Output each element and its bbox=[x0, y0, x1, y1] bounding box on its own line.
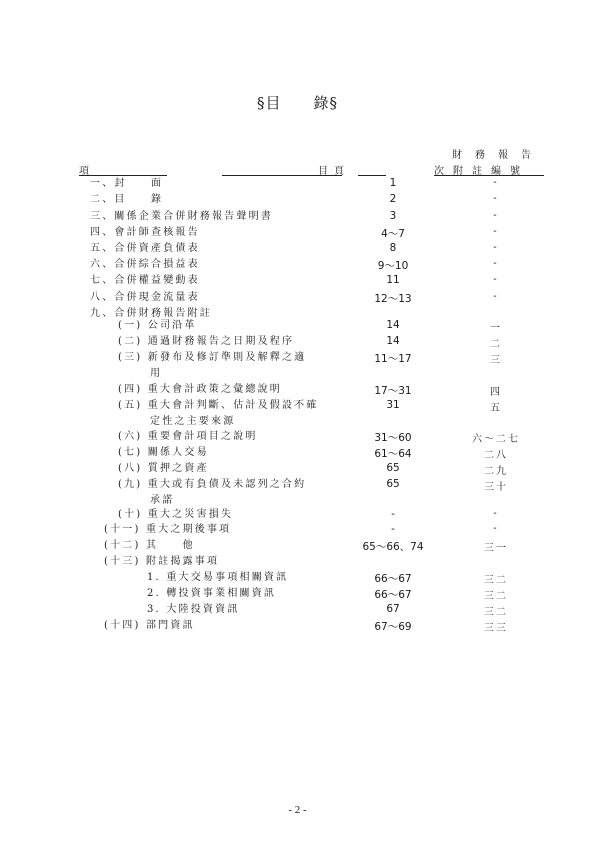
toc-item-label-continued: 用 bbox=[150, 368, 163, 379]
toc-item-note: 三 bbox=[490, 355, 502, 366]
toc-item-note: 六～二七 bbox=[472, 434, 520, 445]
toc-item-note: 四 bbox=[490, 387, 502, 398]
page-number: - 2 - bbox=[288, 804, 307, 816]
toc-item-note: 三二 bbox=[484, 591, 508, 602]
toc-item-label: (十三) 附註揭露事項 bbox=[104, 556, 220, 567]
toc-item-label: (十二) 其 他 bbox=[104, 540, 195, 551]
toc-item-page: 66～67 bbox=[374, 573, 412, 585]
toc-item-page: 67 bbox=[386, 603, 400, 615]
toc-item-note: - bbox=[493, 274, 499, 285]
header-rule-note bbox=[434, 175, 544, 176]
toc-item-label: 五、合併資產負債表 bbox=[90, 243, 200, 254]
toc-item-label: 六、合併綜合損益表 bbox=[90, 259, 200, 270]
toc-item-page: 65～66、74 bbox=[362, 541, 424, 553]
page-title: §目 錄§ bbox=[256, 94, 338, 112]
toc-item-page: 31～60 bbox=[374, 432, 412, 444]
toc-item-label: (十一) 重大之期後事項 bbox=[104, 524, 232, 535]
toc-item-note: 二九 bbox=[484, 466, 508, 477]
toc-item-label-continued: 承諾 bbox=[150, 495, 175, 506]
toc-item-label: (八) 質押之資產 bbox=[118, 463, 209, 474]
header-rule-item bbox=[79, 175, 167, 176]
toc-item-label: (二) 通過財務報告之日期及程序 bbox=[118, 336, 295, 347]
toc-item-note: - bbox=[493, 210, 499, 221]
toc-item-label: (七) 關係人交易 bbox=[118, 447, 209, 458]
toc-item-label: 四、會計師查核報告 bbox=[90, 227, 200, 238]
toc-item-note: 一 bbox=[490, 323, 502, 334]
header-financial-report: 財務報告 bbox=[452, 150, 544, 161]
toc-item-page: 4～7 bbox=[381, 228, 405, 240]
toc-item-label: (六) 重要會計項目之說明 bbox=[118, 431, 258, 442]
header-page: 目頁 bbox=[318, 166, 350, 177]
toc-item-note: 三二 bbox=[484, 575, 508, 586]
toc-item-label: (三) 新發布及修訂準則及解釋之適 bbox=[118, 352, 307, 363]
toc-item-label: 七、合併權益變動表 bbox=[90, 275, 200, 286]
toc-item-note: 三三 bbox=[484, 623, 508, 634]
toc-item-note: - bbox=[493, 177, 499, 188]
header-item: 項 bbox=[79, 166, 94, 177]
toc-item-page: 8 bbox=[389, 242, 397, 254]
toc-item-note: - bbox=[493, 291, 499, 302]
toc-item-note: 二八 bbox=[484, 450, 508, 461]
toc-item-note: - bbox=[493, 258, 499, 269]
toc-item-page: 11～17 bbox=[374, 353, 412, 365]
toc-item-page: 2 bbox=[389, 193, 397, 205]
toc-item-page: 12～13 bbox=[374, 293, 412, 305]
toc-item-page: 61～64 bbox=[374, 448, 412, 460]
toc-item-note: - bbox=[493, 508, 499, 519]
toc-item-note: 三十 bbox=[484, 482, 508, 493]
toc-item-page: 65 bbox=[386, 478, 400, 490]
toc-item-page: 14 bbox=[386, 335, 400, 347]
header-rule-page bbox=[222, 175, 342, 176]
toc-item-label-continued: 定性之主要來源 bbox=[150, 416, 236, 427]
toc-item-note: - bbox=[493, 226, 499, 237]
toc-item-page: 65 bbox=[386, 462, 400, 474]
toc-item-label: (四) 重大會計政策之彙總說明 bbox=[118, 384, 282, 395]
toc-item-label: 一、封 面 bbox=[90, 178, 164, 189]
toc-item-note: - bbox=[493, 242, 499, 253]
toc-item-label: 三、關係企業合併財務報告聲明書 bbox=[90, 211, 273, 222]
toc-item-label: 1. 重大交易事項相關資訊 bbox=[147, 572, 289, 583]
toc-item-page: 3 bbox=[389, 210, 397, 222]
toc-item-label: 九、合併財務報告附註 bbox=[90, 308, 212, 319]
toc-item-note: - bbox=[493, 523, 499, 534]
toc-item-label: 3. 大陸投資資訊 bbox=[147, 604, 240, 615]
toc-item-label: 二、目 錄 bbox=[90, 194, 164, 205]
toc-item-label: (五) 重大會計判斷、估計及假設不確 bbox=[118, 400, 319, 411]
header-rule-mid bbox=[358, 175, 386, 176]
toc-item-note: 二 bbox=[490, 339, 502, 350]
toc-item-page: 14 bbox=[386, 319, 400, 331]
header-note-number: 次附註編號 bbox=[434, 166, 529, 177]
toc-item-label: 八、合併現金流量表 bbox=[90, 292, 200, 303]
toc-item-label: (九) 重大或有負債及未認列之合約 bbox=[118, 479, 307, 490]
toc-item-label: (一) 公司沿革 bbox=[118, 320, 197, 331]
toc-item-page: 67～69 bbox=[374, 621, 412, 633]
toc-item-label: 2. 轉投資事業相關資訊 bbox=[147, 588, 277, 599]
toc-item-note: 三二 bbox=[484, 607, 508, 618]
toc-item-page: 66～67 bbox=[374, 589, 412, 601]
toc-item-page: 17～31 bbox=[374, 385, 412, 397]
toc-item-page: - bbox=[391, 523, 395, 535]
toc-item-page: 9～10 bbox=[377, 260, 409, 272]
toc-item-note: 五 bbox=[490, 403, 502, 414]
toc-item-page: - bbox=[391, 508, 395, 520]
toc-item-page: 31 bbox=[386, 399, 400, 411]
toc-item-page: 11 bbox=[386, 274, 400, 286]
toc-item-label: (十四) 部門資訊 bbox=[104, 620, 195, 631]
toc-item-note: 三一 bbox=[484, 543, 508, 554]
toc-item-label: (十) 重大之災害損失 bbox=[118, 509, 234, 520]
toc-item-note: - bbox=[493, 193, 499, 204]
toc-item-page: 1 bbox=[389, 177, 397, 189]
